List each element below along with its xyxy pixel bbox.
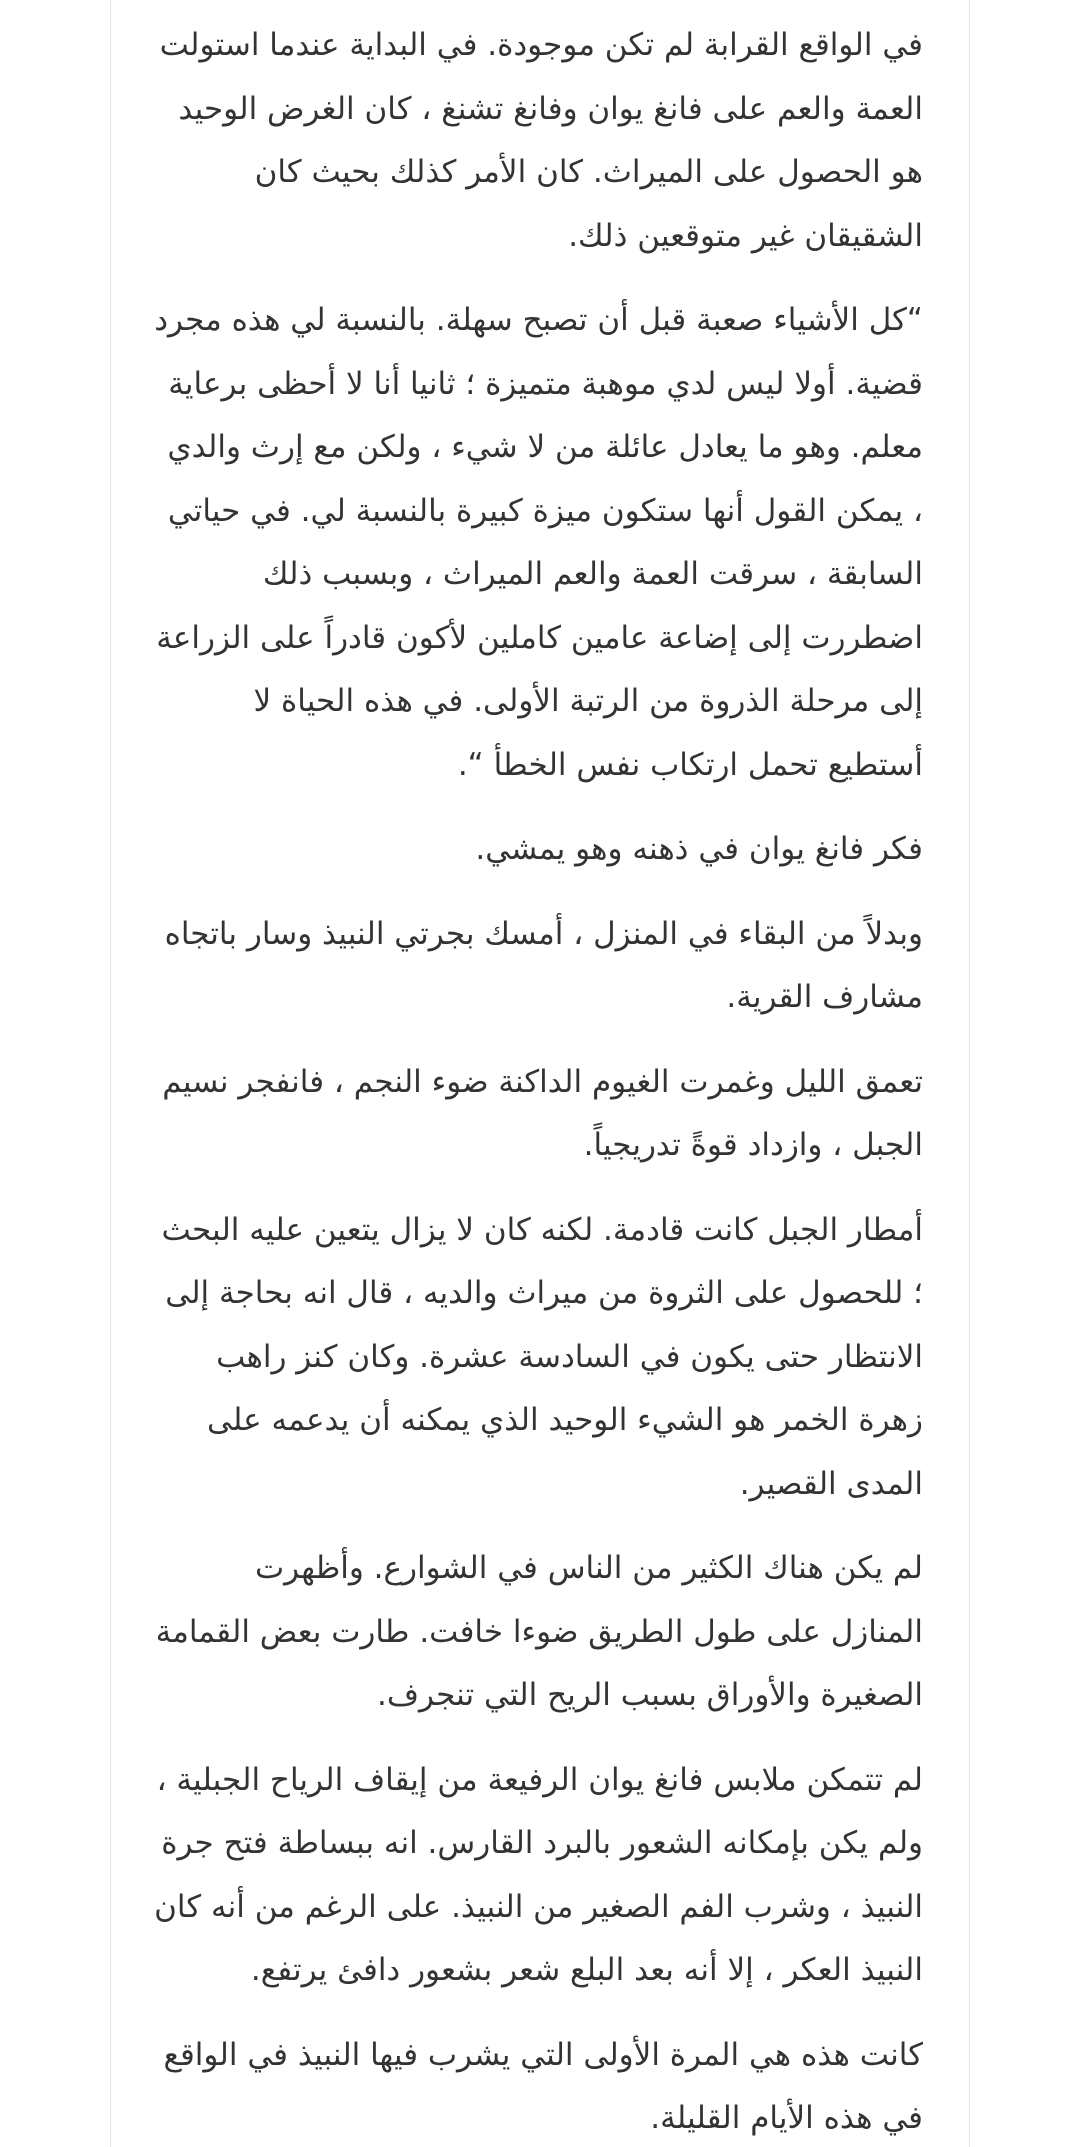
paragraph: تعمق الليل وغمرت الغيوم الداكنة ضوء النجم ، فانفجر نسيم الجبل ، وازداد قوةً تدريجياً. [162,1063,923,1163]
paragraph: أمطار الجبل كانت قادمة. لكنه كان لا يزال يتعين عليه البحث ؛ للحصول على الثروة من ميراث والديه ، قال انه بحاجة إلى الانتظار حتى يكون في السادسة عشرة. وكان كنز راهب زهرة الخمر هو الشيء الوحيد الذي يمكنه أن يدعمه على المدى القصير. [161,1211,923,1502]
paragraph: كانت هذه هي المرة الأولى التي يشرب فيها النبيذ في الواقع في هذه الأيام القليلة. [163,2036,923,2136]
paragraph: في الواقع القرابة لم تكن موجودة. في البداية عندما استولت العمة والعم على فانغ يوان وفانغ تشنغ ، كان الغرض الوحيد هو الحصول على الميراث. كان الأمر كذلك بحيث كان الشقيقان غير متوقعين ذلك. [159,27,923,254]
chapter-text [153,14,923,2147]
paragraph: لم تتمكن ملابس فانغ يوان الرفيعة من إيقاف الرياح الجبلية ، ولم يكن بإمكانه الشعور بالبرد القارس. انه ببساطة فتح جرة النبيذ ، وشرب الفم الصغير من النبيذ. على الرغم من أنه كان النبيذ العكر ، إلا أنه بعد البلع شعر بشعور دافئ يرتفع. [154,1761,923,1988]
paragraph: وبدلاً من البقاء في المنزل ، أمسك بجرتي النبيذ وسار باتجاه مشارف القرية. [164,915,923,1015]
paragraph: لم يكن هناك الكثير من الناس في الشوارع. وأظهرت المنازل على طول الطريق ضوءا خافت. طارت بعض القمامة الصغيرة والأوراق بسبب الريح التي تنجرف. [155,1550,923,1713]
paragraph: “كل الأشياء صعبة قبل أن تصبح سهلة. بالنسبة لي هذه مجرد قضية. أولا ليس لدي موهبة متميزة ؛ ثانيا أنا لا أحظى برعاية معلم. وهو ما يعادل عائلة من لا شيء ، ولكن مع إرث والدي ، يمكن القول أنها ستكون ميزة كبيرة بالنسبة لي. في حياتي السابقة ، سرقت العمة والعم الميراث ، وبسبب ذلك اضطررت إلى إضاعة عامين كاملين لأكون قادراً على الزراعة إلى مرحلة الذروة من الرتبة الأولى. في هذه الحياة لا أستطيع تحمل ارتكاب نفس الخطأ “. [154,302,923,783]
reading-column [110,0,970,2147]
paragraph: فكر فانغ يوان في ذهنه وهو يمشي. [475,831,923,867]
